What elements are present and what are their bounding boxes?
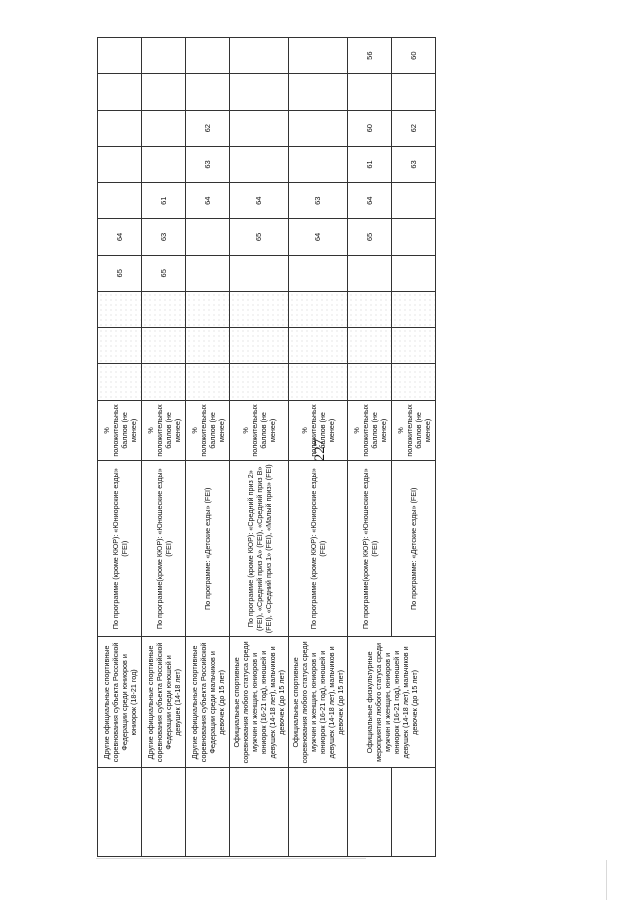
value-cell [289, 291, 348, 327]
value-cell: 61 [142, 183, 186, 219]
value-cell [142, 364, 186, 400]
value-cell [98, 38, 142, 74]
value-cell [392, 219, 436, 255]
value-cell [230, 146, 289, 182]
table-row [348, 38, 392, 857]
value-cell [142, 38, 186, 74]
blank-cell [392, 768, 436, 857]
value-cell [348, 328, 392, 364]
value-cell [98, 146, 142, 182]
value-cell [230, 110, 289, 146]
table-row [98, 38, 142, 857]
indicator-cell: % положительных баллов (не менее) [289, 400, 348, 460]
value-cell [230, 291, 289, 327]
value-cell [392, 328, 436, 364]
value-cell: 63 [186, 146, 230, 182]
value-cell: 63 [392, 146, 436, 182]
value-cell [98, 110, 142, 146]
blank-cell [98, 768, 142, 857]
rotated-table-wrap [97, 37, 436, 857]
value-cell: 63 [142, 219, 186, 255]
blank-cell [142, 768, 186, 857]
value-cell [289, 74, 348, 110]
indicator-cell: % положительных баллов (не менее) [142, 400, 186, 460]
blank-cell [289, 768, 348, 857]
value-cell: 65 [142, 255, 186, 291]
value-cell [142, 110, 186, 146]
value-cell [230, 328, 289, 364]
value-cell [186, 38, 230, 74]
competition-cell: Другие официальные спортивные соревнования субъекта Российской Федерации среди мальчиков и девочек (до 15 лет) [186, 637, 230, 768]
indicator-cell: % положительных баллов (не менее) [230, 400, 289, 460]
value-cell [348, 74, 392, 110]
value-cell [392, 255, 436, 291]
value-cell [392, 364, 436, 400]
program-cell: По программе (кроме КЮР): «Средний приз 2» (FEI), «Средний приз А» (FEI), «Средний приз В» (FEI), «Средний приз 1» (FEI), «Малый приз» (FEI) [230, 461, 289, 637]
competition-cell: Официальные спортивные соревнования любого статуса среди мужчин и женщин, юниоров и юниорок (16-21 год), юношей и девушек (14-18 лет), мальчиков и девочек (до 15 лет) [230, 637, 289, 768]
value-cell: 62 [392, 110, 436, 146]
value-cell [142, 328, 186, 364]
value-cell: 65 [230, 219, 289, 255]
value-cell [142, 146, 186, 182]
value-cell [392, 183, 436, 219]
program-cell: По программе: «Детские езды» (FEI) [186, 461, 230, 637]
blank-cell [186, 768, 230, 857]
value-cell [230, 74, 289, 110]
value-cell [98, 291, 142, 327]
blank-cell [230, 768, 289, 857]
value-cell [98, 183, 142, 219]
indicator-cell: % положительных баллов (не менее) [98, 400, 142, 460]
value-cell: 60 [348, 110, 392, 146]
standards-table [97, 37, 436, 857]
value-cell: 64 [98, 219, 142, 255]
value-cell [186, 74, 230, 110]
value-cell [98, 328, 142, 364]
value-cell: 63 [289, 183, 348, 219]
value-cell [392, 74, 436, 110]
competition-cell: Официальные физкультурные мероприятия любого статуса среди мужчин и женщин, юниоров и юниорок (16-21 год), юношей и девушек (14-18 лет), мальчиков и девочек (до 15 лет) [348, 637, 436, 768]
value-cell [289, 328, 348, 364]
value-cell [98, 74, 142, 110]
value-cell [142, 74, 186, 110]
value-cell [348, 364, 392, 400]
value-cell [230, 255, 289, 291]
blank-cell [348, 768, 392, 857]
indicator-cell: % положительных баллов (не менее) [186, 400, 230, 460]
table-row [230, 38, 289, 857]
value-cell: 56 [348, 38, 392, 74]
value-cell [230, 38, 289, 74]
value-cell: 65 [98, 255, 142, 291]
value-cell [289, 146, 348, 182]
value-cell: 64 [348, 183, 392, 219]
value-cell: 62 [186, 110, 230, 146]
value-cell [186, 291, 230, 327]
program-cell: По программе (кроме КЮР): «Юниорские езды» (FEI) [289, 461, 348, 637]
indicator-cell: % положительных баллов (не менее) [392, 400, 436, 460]
value-cell [289, 110, 348, 146]
competition-cell: Другие официальные спортивные соревнования субъекта Российской Федерации среди юношей и девушек (14-18 лет) [142, 637, 186, 768]
value-cell [98, 364, 142, 400]
value-cell [186, 328, 230, 364]
value-cell [392, 291, 436, 327]
value-cell [186, 364, 230, 400]
value-cell: 65 [348, 219, 392, 255]
value-cell [348, 291, 392, 327]
value-cell [142, 291, 186, 327]
table-body [98, 38, 436, 857]
competition-cell: Другие официальные спортивные соревнования субъекта Российской Федерации среди юниоров и юниорок (18-21 год) [98, 637, 142, 768]
indicator-cell: % положительных баллов (не менее) [348, 400, 392, 460]
program-cell: По программе(кроме КЮР): «Юношеские езды» (FEI) [142, 461, 186, 637]
value-cell [289, 255, 348, 291]
page-number: 227 [312, 438, 328, 462]
value-cell [186, 219, 230, 255]
value-cell: 61 [348, 146, 392, 182]
value-cell: 64 [230, 183, 289, 219]
program-cell: По программе (кроме КЮР): «Юниорские езды» (FEI) [98, 461, 142, 637]
value-cell: 64 [289, 219, 348, 255]
value-cell [186, 255, 230, 291]
table-row [186, 38, 230, 857]
program-cell: По программе: «Детские езды» (FEI) [392, 461, 436, 637]
value-cell: 60 [392, 38, 436, 74]
program-cell: По программе(кроме КЮР): «Юношеские езды» (FEI) [348, 461, 392, 637]
value-cell: 64 [186, 183, 230, 219]
table-row [142, 38, 186, 857]
value-cell [289, 364, 348, 400]
competition-cell: Официальные спортивные соревнования любого статуса среди мужчин и женщин, юниоров и юниорок (16-21 год), юношей и девушек (14-18 лет), мальчиков и девочек (до 15 лет) [289, 637, 348, 768]
value-cell [348, 255, 392, 291]
value-cell [230, 364, 289, 400]
value-cell [289, 38, 348, 74]
